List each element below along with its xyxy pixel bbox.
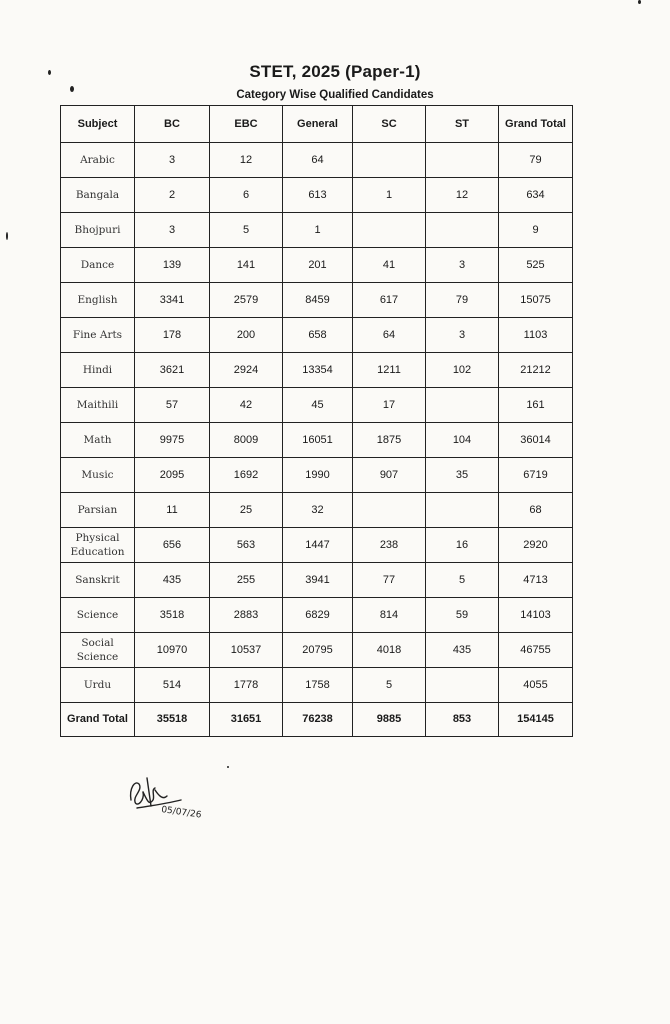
cell-grand-total: 4055 — [499, 668, 573, 703]
table-row — [61, 213, 573, 248]
document-subtitle: Category Wise Qualified Candidates — [236, 89, 434, 101]
cell-st: 12 — [426, 178, 499, 213]
column-header-general: General — [283, 106, 353, 143]
table-header-row — [61, 106, 573, 143]
cell-general: 1447 — [283, 528, 353, 563]
grand-total-cell-subject: Grand Total — [61, 703, 135, 737]
table-row — [61, 458, 573, 493]
cell-subject: Bhojpuri — [61, 213, 135, 248]
table-row — [61, 143, 573, 178]
cell-grand-total: 161 — [499, 388, 573, 423]
cell-sc: 64 — [353, 318, 426, 353]
table-row — [61, 318, 573, 353]
cell-general: 658 — [283, 318, 353, 353]
cell-ebc: 1692 — [210, 458, 283, 493]
cell-subject: Parsian — [61, 493, 135, 528]
cell-sc: 77 — [353, 563, 426, 598]
scan-speck — [227, 766, 229, 768]
cell-ebc: 25 — [210, 493, 283, 528]
cell-ebc: 563 — [210, 528, 283, 563]
table-row — [61, 528, 573, 563]
table-row — [61, 563, 573, 598]
cell-grand-total: 36014 — [499, 423, 573, 458]
cell-sc: 1211 — [353, 353, 426, 388]
scan-speck — [638, 0, 641, 4]
cell-bc: 514 — [135, 668, 210, 703]
cell-st: 79 — [426, 283, 499, 318]
cell-grand-total: 634 — [499, 178, 573, 213]
cell-sc — [353, 493, 426, 528]
cell-general: 1 — [283, 213, 353, 248]
cell-grand-total: 46755 — [499, 633, 573, 668]
cell-sc: 907 — [353, 458, 426, 493]
cell-grand-total: 15075 — [499, 283, 573, 318]
cell-ebc: 8009 — [210, 423, 283, 458]
cell-bc: 10970 — [135, 633, 210, 668]
column-header-subject: Subject — [61, 106, 135, 143]
cell-general: 1990 — [283, 458, 353, 493]
cell-subject: Sanskrit — [61, 563, 135, 598]
cell-ebc: 141 — [210, 248, 283, 283]
grand-total-row — [61, 703, 573, 737]
cell-general: 32 — [283, 493, 353, 528]
grand-total-cell-bc: 35518 — [135, 703, 210, 737]
cell-grand-total: 9 — [499, 213, 573, 248]
cell-sc: 1875 — [353, 423, 426, 458]
cell-subject: Fine Arts — [61, 318, 135, 353]
column-header-sc: SC — [353, 106, 426, 143]
cell-st: 3 — [426, 318, 499, 353]
qualified-candidates-table — [60, 105, 573, 737]
cell-general: 20795 — [283, 633, 353, 668]
handwritten-signature — [125, 770, 220, 825]
table-row — [61, 633, 573, 668]
cell-general: 1758 — [283, 668, 353, 703]
cell-st — [426, 143, 499, 178]
cell-sc: 4018 — [353, 633, 426, 668]
cell-st: 104 — [426, 423, 499, 458]
cell-bc: 3 — [135, 143, 210, 178]
cell-subject: Physical Education — [61, 528, 135, 563]
table-row — [61, 353, 573, 388]
table-row — [61, 388, 573, 423]
cell-sc: 5 — [353, 668, 426, 703]
cell-bc: 2095 — [135, 458, 210, 493]
cell-ebc: 255 — [210, 563, 283, 598]
cell-ebc: 42 — [210, 388, 283, 423]
cell-st — [426, 213, 499, 248]
document-title: STET, 2025 (Paper-1) — [249, 62, 421, 81]
cell-bc: 11 — [135, 493, 210, 528]
cell-ebc: 1778 — [210, 668, 283, 703]
cell-grand-total: 1103 — [499, 318, 573, 353]
cell-subject: English — [61, 283, 135, 318]
cell-grand-total: 68 — [499, 493, 573, 528]
cell-subject: Bangala — [61, 178, 135, 213]
cell-sc: 41 — [353, 248, 426, 283]
cell-ebc: 2579 — [210, 283, 283, 318]
cell-bc: 139 — [135, 248, 210, 283]
table-row — [61, 668, 573, 703]
cell-grand-total: 4713 — [499, 563, 573, 598]
cell-general: 64 — [283, 143, 353, 178]
cell-ebc: 6 — [210, 178, 283, 213]
scan-speck — [6, 232, 8, 240]
cell-grand-total: 525 — [499, 248, 573, 283]
cell-bc: 3 — [135, 213, 210, 248]
table-row — [61, 178, 573, 213]
cell-sc: 1 — [353, 178, 426, 213]
cell-subject: Dance — [61, 248, 135, 283]
table-row — [61, 248, 573, 283]
cell-subject: Social Science — [61, 633, 135, 668]
cell-st: 59 — [426, 598, 499, 633]
grand-total-cell-general: 76238 — [283, 703, 353, 737]
cell-general: 613 — [283, 178, 353, 213]
table-row — [61, 493, 573, 528]
cell-st: 102 — [426, 353, 499, 388]
cell-general: 201 — [283, 248, 353, 283]
column-header-grand-total: Grand Total — [499, 106, 573, 143]
grand-total-cell-sc: 9885 — [353, 703, 426, 737]
cell-bc: 3518 — [135, 598, 210, 633]
cell-grand-total: 21212 — [499, 353, 573, 388]
cell-subject: Music — [61, 458, 135, 493]
cell-grand-total: 6719 — [499, 458, 573, 493]
cell-subject: Urdu — [61, 668, 135, 703]
cell-bc: 2 — [135, 178, 210, 213]
grand-total-cell-grand-total: 154145 — [499, 703, 573, 737]
cell-general: 16051 — [283, 423, 353, 458]
scan-speck — [48, 70, 51, 75]
cell-sc: 238 — [353, 528, 426, 563]
signature-date: 05/07/26 — [160, 805, 203, 821]
cell-ebc: 200 — [210, 318, 283, 353]
cell-ebc: 2924 — [210, 353, 283, 388]
cell-st — [426, 668, 499, 703]
cell-st: 5 — [426, 563, 499, 598]
column-header-bc: BC — [135, 106, 210, 143]
cell-bc: 9975 — [135, 423, 210, 458]
cell-subject: Arabic — [61, 143, 135, 178]
cell-subject: Maithili — [61, 388, 135, 423]
cell-ebc: 12 — [210, 143, 283, 178]
cell-sc: 814 — [353, 598, 426, 633]
cell-grand-total: 2920 — [499, 528, 573, 563]
column-header-ebc: EBC — [210, 106, 283, 143]
cell-general: 6829 — [283, 598, 353, 633]
cell-bc: 3341 — [135, 283, 210, 318]
cell-st: 3 — [426, 248, 499, 283]
cell-st — [426, 493, 499, 528]
table-body — [61, 143, 573, 737]
cell-grand-total: 14103 — [499, 598, 573, 633]
cell-general: 8459 — [283, 283, 353, 318]
cell-general: 45 — [283, 388, 353, 423]
cell-st: 435 — [426, 633, 499, 668]
cell-ebc: 10537 — [210, 633, 283, 668]
cell-grand-total: 79 — [499, 143, 573, 178]
cell-subject: Science — [61, 598, 135, 633]
cell-general: 3941 — [283, 563, 353, 598]
cell-subject: Hindi — [61, 353, 135, 388]
cell-st: 16 — [426, 528, 499, 563]
column-header-st: ST — [426, 106, 499, 143]
cell-bc: 178 — [135, 318, 210, 353]
cell-st — [426, 388, 499, 423]
cell-bc: 435 — [135, 563, 210, 598]
cell-sc — [353, 213, 426, 248]
grand-total-cell-st: 853 — [426, 703, 499, 737]
table-row — [61, 423, 573, 458]
cell-st: 35 — [426, 458, 499, 493]
cell-sc — [353, 143, 426, 178]
table-row — [61, 598, 573, 633]
cell-bc: 656 — [135, 528, 210, 563]
cell-bc: 57 — [135, 388, 210, 423]
grand-total-cell-ebc: 31651 — [210, 703, 283, 737]
cell-general: 13354 — [283, 353, 353, 388]
cell-sc: 617 — [353, 283, 426, 318]
table-row — [61, 283, 573, 318]
cell-subject: Math — [61, 423, 135, 458]
cell-sc: 17 — [353, 388, 426, 423]
cell-bc: 3621 — [135, 353, 210, 388]
scan-speck — [70, 86, 74, 92]
cell-ebc: 2883 — [210, 598, 283, 633]
cell-ebc: 5 — [210, 213, 283, 248]
